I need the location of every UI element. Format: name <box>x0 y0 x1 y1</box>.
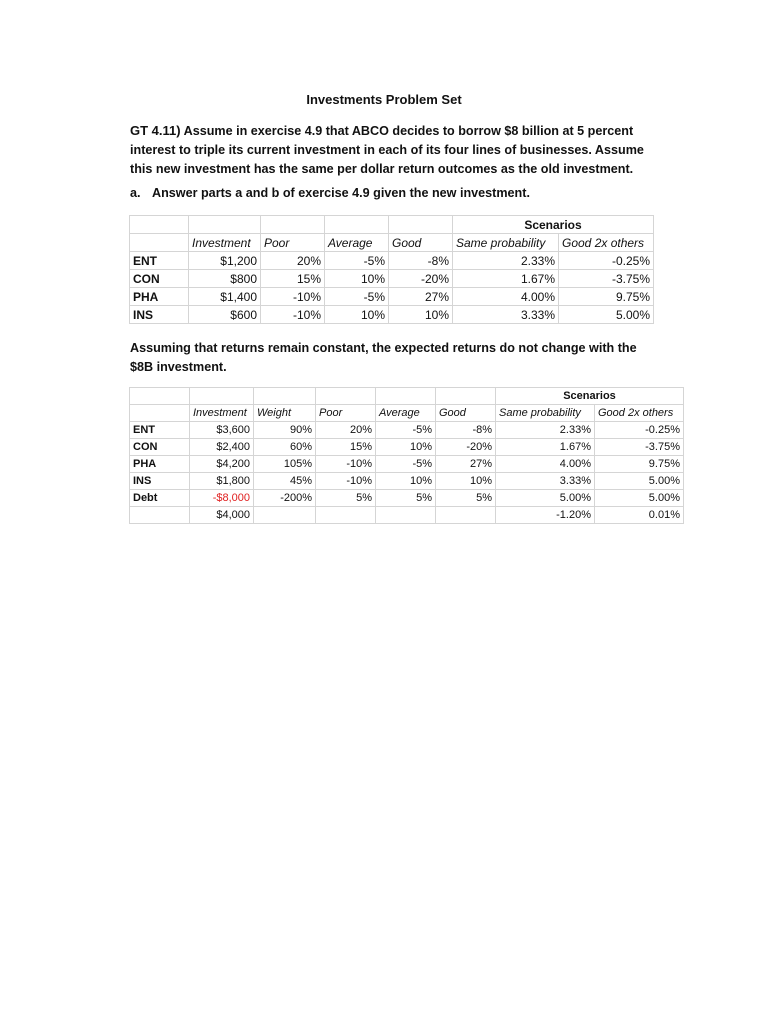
column-header: Same probability <box>496 405 595 422</box>
table-cell: -5% <box>325 288 389 306</box>
table-cell: $600 <box>189 306 261 324</box>
table-cell <box>130 388 190 405</box>
table-cell <box>376 388 436 405</box>
table-row <box>130 456 684 473</box>
row-label: ENT <box>130 252 189 270</box>
table-cell: 5% <box>376 490 436 507</box>
table-row-total <box>130 507 684 524</box>
column-header: Investment <box>189 234 261 252</box>
table-cell: $3,600 <box>190 422 254 439</box>
table-cell: 3.33% <box>453 306 559 324</box>
table-cell <box>316 507 376 524</box>
scenarios-header: Scenarios <box>453 216 654 234</box>
table-cell: -0.25% <box>559 252 654 270</box>
table-cell: 5.00% <box>595 490 684 507</box>
document-title: Investments Problem Set <box>306 92 462 107</box>
table-cell: 1.67% <box>453 270 559 288</box>
table-cell <box>254 507 316 524</box>
table-cell: 3.33% <box>496 473 595 490</box>
table-cell <box>436 507 496 524</box>
table-cell: 90% <box>254 422 316 439</box>
table-cell: 10% <box>325 306 389 324</box>
row-label: CON <box>130 270 189 288</box>
row-label: Debt <box>130 490 190 507</box>
column-header: Good <box>389 234 453 252</box>
table-header-row <box>130 405 684 422</box>
table-cell: 15% <box>261 270 325 288</box>
table-cell: -0.25% <box>595 422 684 439</box>
table-cell: 10% <box>389 306 453 324</box>
table-cell: 9.75% <box>559 288 654 306</box>
table-cell: 10% <box>376 439 436 456</box>
column-header: Average <box>325 234 389 252</box>
table-cell: 20% <box>316 422 376 439</box>
table-cell: 5.00% <box>559 306 654 324</box>
table-cell: 4.00% <box>453 288 559 306</box>
table-cell <box>189 216 261 234</box>
table-cell: 20% <box>261 252 325 270</box>
column-header: Good 2x others <box>559 234 654 252</box>
table-cell <box>130 216 189 234</box>
table-row-debt <box>130 490 684 507</box>
table-cell: 60% <box>254 439 316 456</box>
table-row <box>130 422 684 439</box>
table-header-row <box>130 234 654 252</box>
table-cell: -10% <box>316 456 376 473</box>
table-cell: $1,800 <box>190 473 254 490</box>
table-cell <box>254 388 316 405</box>
table-cell: -10% <box>261 306 325 324</box>
table-cell: $2,400 <box>190 439 254 456</box>
table-cell: -200% <box>254 490 316 507</box>
table-cell: $4,200 <box>190 456 254 473</box>
question-paragraph <box>130 121 650 179</box>
row-label: INS <box>130 306 189 324</box>
table-cell: -10% <box>261 288 325 306</box>
column-header: Investment <box>190 405 254 422</box>
table-cell: 0.01% <box>595 507 684 524</box>
list-marker: a. <box>130 186 141 200</box>
table-cell <box>130 405 190 422</box>
table-cell: -20% <box>389 270 453 288</box>
table-cell: 27% <box>389 288 453 306</box>
table-cell: -5% <box>376 456 436 473</box>
row-label: CON <box>130 439 190 456</box>
table-cell: -5% <box>376 422 436 439</box>
table-cell: -3.75% <box>595 439 684 456</box>
row-label: PHA <box>130 288 189 306</box>
table-cell: $1,200 <box>189 252 261 270</box>
table-cell <box>316 388 376 405</box>
table-cell <box>389 216 453 234</box>
note-paragraph: Assuming that returns remain constant, the expected returns do not change with the $8B investment. <box>130 341 637 374</box>
table-cell: -1.20% <box>496 507 595 524</box>
table-cell: 2.33% <box>453 252 559 270</box>
returns-table <box>129 215 654 324</box>
table-cell: 5% <box>316 490 376 507</box>
table-cell: -8% <box>436 422 496 439</box>
table-cell <box>261 216 325 234</box>
column-header: Average <box>376 405 436 422</box>
table-cell: 10% <box>436 473 496 490</box>
leveraged-returns-table <box>129 387 684 524</box>
table-cell <box>325 216 389 234</box>
row-label: ENT <box>130 422 190 439</box>
table-cell <box>130 234 189 252</box>
table-cell: 2.33% <box>496 422 595 439</box>
table-cell: -10% <box>316 473 376 490</box>
column-header: Same probability <box>453 234 559 252</box>
question-text: Assume in exercise 4.9 that ABCO decides to borrow $8 billion at 5 percent interest to triple its current investment in each of its four lines of businesses. Assume this new investment has the same per dollar return outcomes as the old investment. <box>130 124 644 176</box>
table-row <box>130 270 654 288</box>
debt-amount-cell: -$8,000 <box>190 490 254 507</box>
table-cell: 15% <box>316 439 376 456</box>
table-cell: 9.75% <box>595 456 684 473</box>
row-label: PHA <box>130 456 190 473</box>
total-investment-cell: $4,000 <box>190 507 254 524</box>
column-header: Weight <box>254 405 316 422</box>
table-cell: 10% <box>325 270 389 288</box>
row-label: INS <box>130 473 190 490</box>
list-item-text: Answer parts a and b of exercise 4.9 given the new investment. <box>152 186 530 200</box>
column-header: Good <box>436 405 496 422</box>
table-cell: -20% <box>436 439 496 456</box>
table-cell <box>436 388 496 405</box>
column-header: Good 2x others <box>595 405 684 422</box>
table-cell: $1,400 <box>189 288 261 306</box>
table-cell: 4.00% <box>496 456 595 473</box>
table-row <box>130 288 654 306</box>
column-header: Poor <box>316 405 376 422</box>
table-cell: -8% <box>389 252 453 270</box>
table-cell: 27% <box>436 456 496 473</box>
question-label: GT 4.11) <box>130 123 181 138</box>
table-cell: 5% <box>436 490 496 507</box>
table-cell: -5% <box>325 252 389 270</box>
table-row-scenarios <box>130 388 684 405</box>
table-cell: -3.75% <box>559 270 654 288</box>
table-cell: 105% <box>254 456 316 473</box>
table-cell: 5.00% <box>496 490 595 507</box>
table-row <box>130 473 684 490</box>
list-item-a <box>130 186 530 200</box>
row-label <box>130 507 190 524</box>
table-cell: 10% <box>376 473 436 490</box>
table-row <box>130 306 654 324</box>
table-row <box>130 252 654 270</box>
table-cell: 5.00% <box>595 473 684 490</box>
table-cell: 1.67% <box>496 439 595 456</box>
scenarios-header: Scenarios <box>496 388 684 405</box>
table-row-scenarios <box>130 216 654 234</box>
table-row <box>130 439 684 456</box>
column-header: Poor <box>261 234 325 252</box>
table-cell: 45% <box>254 473 316 490</box>
table-cell <box>190 388 254 405</box>
table-cell: $800 <box>189 270 261 288</box>
table-cell <box>376 507 436 524</box>
